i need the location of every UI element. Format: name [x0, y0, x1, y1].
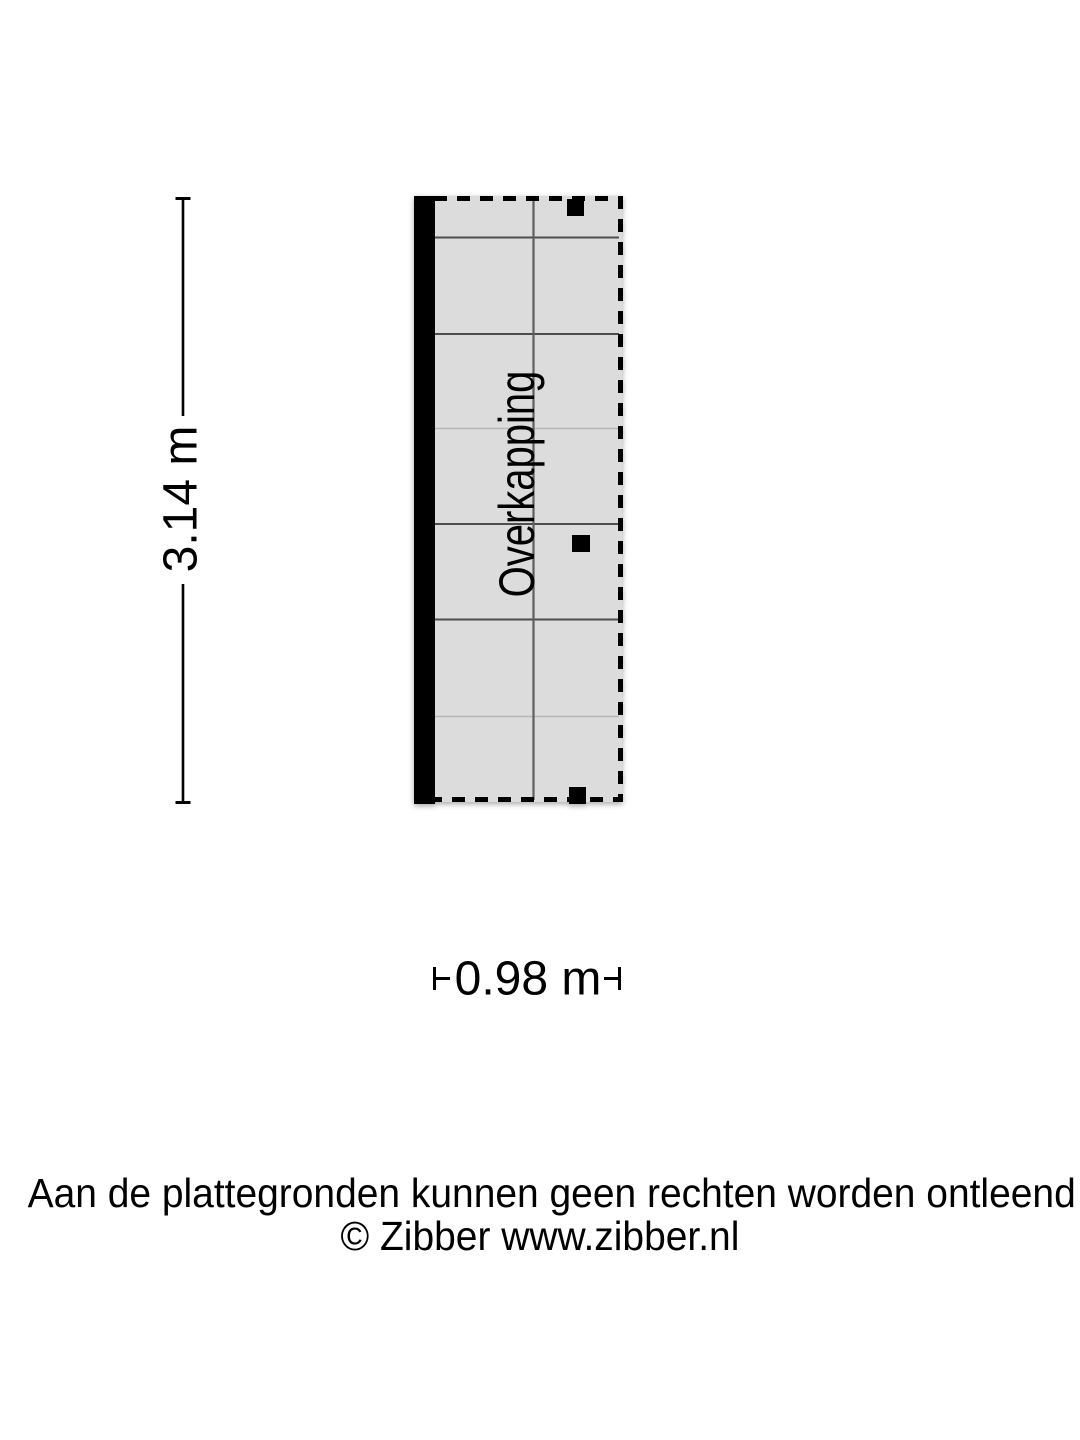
- post-marker-middle: [572, 535, 590, 552]
- dimension-label-horizontal: 0.98 m: [454, 952, 602, 1006]
- dimension-label-vertical: 3.14 m: [154, 425, 208, 573]
- post-marker-bottom: [569, 787, 586, 804]
- footer: [0, 1172, 1080, 1258]
- copyright-text: © Zibber www.zibber.nl: [340, 1213, 740, 1259]
- post-marker-top: [567, 199, 584, 216]
- disclaimer-text: Aan de plattegronden kunnen geen rechten worden ontleend: [27, 1170, 1076, 1216]
- room-label: Overkapping: [489, 370, 545, 598]
- wall-left: [414, 196, 435, 804]
